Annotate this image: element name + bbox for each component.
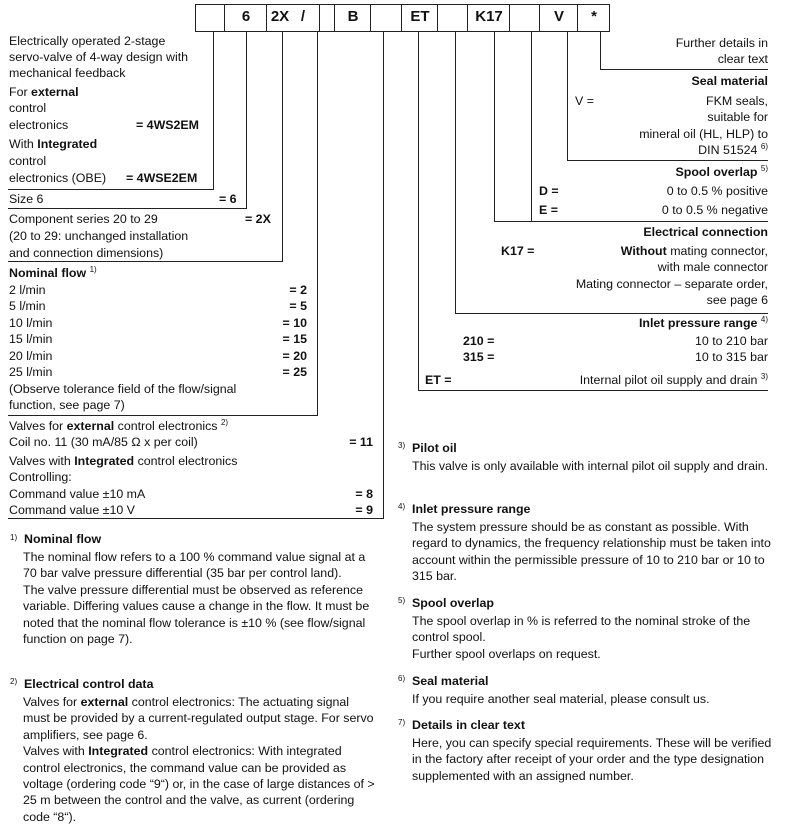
flow-code: = 25: [282, 365, 307, 379]
flow-label: 25 l/min: [9, 365, 53, 379]
p210-text: 10 to 210 bar: [694, 334, 768, 348]
flow-code: = 15: [282, 332, 307, 346]
p210-code: 210 =: [463, 334, 495, 348]
k17-line-4: see page 6: [706, 293, 768, 307]
external-label-3: electronics: [9, 118, 69, 132]
command-ma-code: = 8: [355, 487, 373, 501]
flow-label: 20 l/min: [9, 349, 53, 363]
external-label: For external: [9, 85, 79, 99]
footnote-5-body: The spool overlap in % is referred to the nominal stroke of the control spool. Further spool overlaps on request.: [412, 614, 751, 661]
desc-line-1: Electrically operated 2-stage: [9, 34, 166, 48]
footnote-4-number: 4): [398, 502, 406, 511]
coil-heading: Valves for external control electronics $^{2)}$: [9, 417, 229, 433]
flow-code: = 5: [289, 299, 307, 313]
seal-title: Seal material: [691, 74, 768, 88]
command-v-label: Command value ±10 V: [9, 503, 135, 517]
further-details-2: clear text: [717, 52, 768, 66]
footnote-4-title: Inlet pressure range: [412, 502, 531, 516]
spool-title: Spool overlap $^{5)}$: [675, 163, 768, 179]
code-et: ET: [410, 8, 430, 25]
k17-line-3: Mating connector – separate order,: [575, 277, 768, 291]
et-text: Internal pilot oil supply and drain $^{3)}$: [579, 371, 768, 387]
footnote-5-title: Spool overlap: [412, 596, 494, 610]
series-note-1: (20 to 29: unchanged installation: [9, 229, 189, 243]
seal-line-2: suitable for: [707, 110, 768, 124]
integrated-label-3: electronics (OBE): [9, 171, 107, 185]
code-box-flow: [320, 4, 335, 32]
footnote-5-number: 5): [398, 596, 406, 605]
flow-code: = 20: [282, 349, 307, 363]
p315-code: 315 =: [463, 350, 495, 364]
footnote-3-number: 3): [398, 441, 406, 450]
footnote-7-body: Here, you can specify special requirements. These will be verified in the factory after receipt of your order and the type designation supplemented with an assigned number.: [412, 736, 772, 783]
footnote-7-number: 7): [398, 718, 406, 727]
flow-code: = 10: [282, 316, 307, 330]
footnote-2-title: Electrical control data: [24, 677, 154, 691]
size-code: = 6: [219, 192, 237, 206]
flow-label: 2 l/min: [9, 283, 46, 297]
controlling-label: Controlling:: [9, 470, 72, 484]
footnote-4-body: The system pressure should be as constant as possible. With regard to dynamics, the frequency relationship must be taken into account within the permissible pressure of 10 to 210 bar or 10 to 315 bar.: [412, 520, 771, 584]
integrated-valves-heading: Valves with Integrated control electronics: [9, 454, 238, 468]
integrated-label-2: control: [9, 154, 47, 168]
series-code: = 2X: [245, 212, 271, 226]
code-star: *: [591, 8, 597, 25]
footnote-2-body: Valves for external control electronics: The actuating signal must be provided by a current-regulated output stage. For servo amplifiers, see page 6. Valves with Integrated control electronics: With integrated control electronics, the command value can be provided as voltage (ordering code “9“) or, in the case of large distances of > 25 m between the control and the valve, as current (ordering code “8“).: [23, 695, 375, 824]
desc-line-3: mechanical feedback: [9, 66, 126, 80]
code-v: V: [553, 8, 564, 25]
seal-line-1: FKM seals,: [706, 94, 768, 108]
external-code: = 4WS2EM: [136, 118, 200, 132]
coil-code: = 11: [349, 435, 373, 449]
et-code: ET =: [425, 373, 452, 387]
seal-code: V =: [575, 94, 594, 108]
external-label-2: control: [9, 101, 47, 115]
command-v-code: = 9: [355, 503, 373, 517]
k17-line-2: with male connector: [657, 260, 768, 274]
code-box-coil: [371, 4, 402, 32]
code-box-pressure: [438, 4, 468, 32]
desc-line-2: servo-valve of 4-way design with: [9, 50, 189, 64]
seal-line-3: mineral oil (HL, HLP) to: [639, 127, 768, 141]
p315-text: 10 to 315 bar: [694, 350, 768, 364]
code-k17: K17: [475, 8, 503, 25]
footnote-6-title: Seal material: [412, 674, 489, 688]
footnote-3-body: This valve is only available with internal pilot oil supply and drain.: [412, 459, 769, 473]
footnote-3-title: Pilot oil: [412, 441, 457, 455]
flow-code: = 2: [289, 283, 307, 297]
code-series: 2X: [270, 8, 290, 25]
spool-d-code: D =: [539, 184, 559, 198]
k17-code: K17 =: [501, 244, 535, 258]
flow-label: 15 l/min: [9, 332, 53, 346]
code-size: 6: [241, 8, 251, 25]
footnote-1-body: The nominal flow refers to a 100 % command value signal at a 70 bar valve pressure differential (35 bar per control land). The valve pressure differential must be observed as reference variable. Differing values cause a change in the flow. It must be noted that the nominal flow tolerance is ±10 % (see flow/signal function on page 7).: [23, 550, 370, 647]
command-ma-label: Command value ±10 mA: [9, 487, 146, 501]
coil-line: Coil no. 11 (30 mA/85 Ω x per coil): [9, 435, 198, 449]
footnote-1-title: Nominal flow: [24, 532, 102, 546]
integrated-code: = 4WSE2EM: [126, 171, 198, 185]
series-note-2: and connection dimensions): [9, 246, 164, 260]
footnote-1-number: 1): [10, 533, 18, 542]
code-b: B: [347, 8, 359, 25]
seal-line-4: DIN 51524 $^{6)}$: [698, 141, 768, 157]
integrated-label: With Integrated: [9, 137, 98, 151]
flow-note-2: function, see page 7): [9, 398, 125, 412]
code-box-blank: [195, 4, 225, 32]
series-label: Component series 20 to 29: [9, 212, 158, 226]
spool-d-text: 0 to 0.5 % positive: [666, 184, 768, 198]
footnote-6-body: If you require another seal material, please consult us.: [412, 692, 710, 706]
flow-label: 10 l/min: [9, 316, 53, 330]
code-slash: /: [300, 8, 306, 25]
flow-label: 5 l/min: [9, 299, 46, 313]
footnote-2-number: 2): [10, 677, 18, 686]
inlet-title: Inlet pressure range $^{4)}$: [638, 314, 768, 330]
k17-line-1: Without mating connector,: [620, 244, 768, 258]
flow-note-1: (Observe tolerance field of the flow/signal: [9, 382, 237, 396]
spool-e-code: E =: [539, 203, 558, 217]
footnote-6-number: 6): [398, 674, 406, 683]
code-box-spool: [510, 4, 540, 32]
nominal-flow-title: Nominal flow $^{1)}$: [9, 264, 97, 280]
spool-e-text: 0 to 0.5 % negative: [661, 203, 768, 217]
footnote-7-title: Details in clear text: [412, 718, 525, 732]
size-label: Size 6: [9, 192, 44, 206]
further-details-1: Further details in: [675, 36, 768, 50]
electrical-title: Electrical connection: [643, 225, 768, 239]
